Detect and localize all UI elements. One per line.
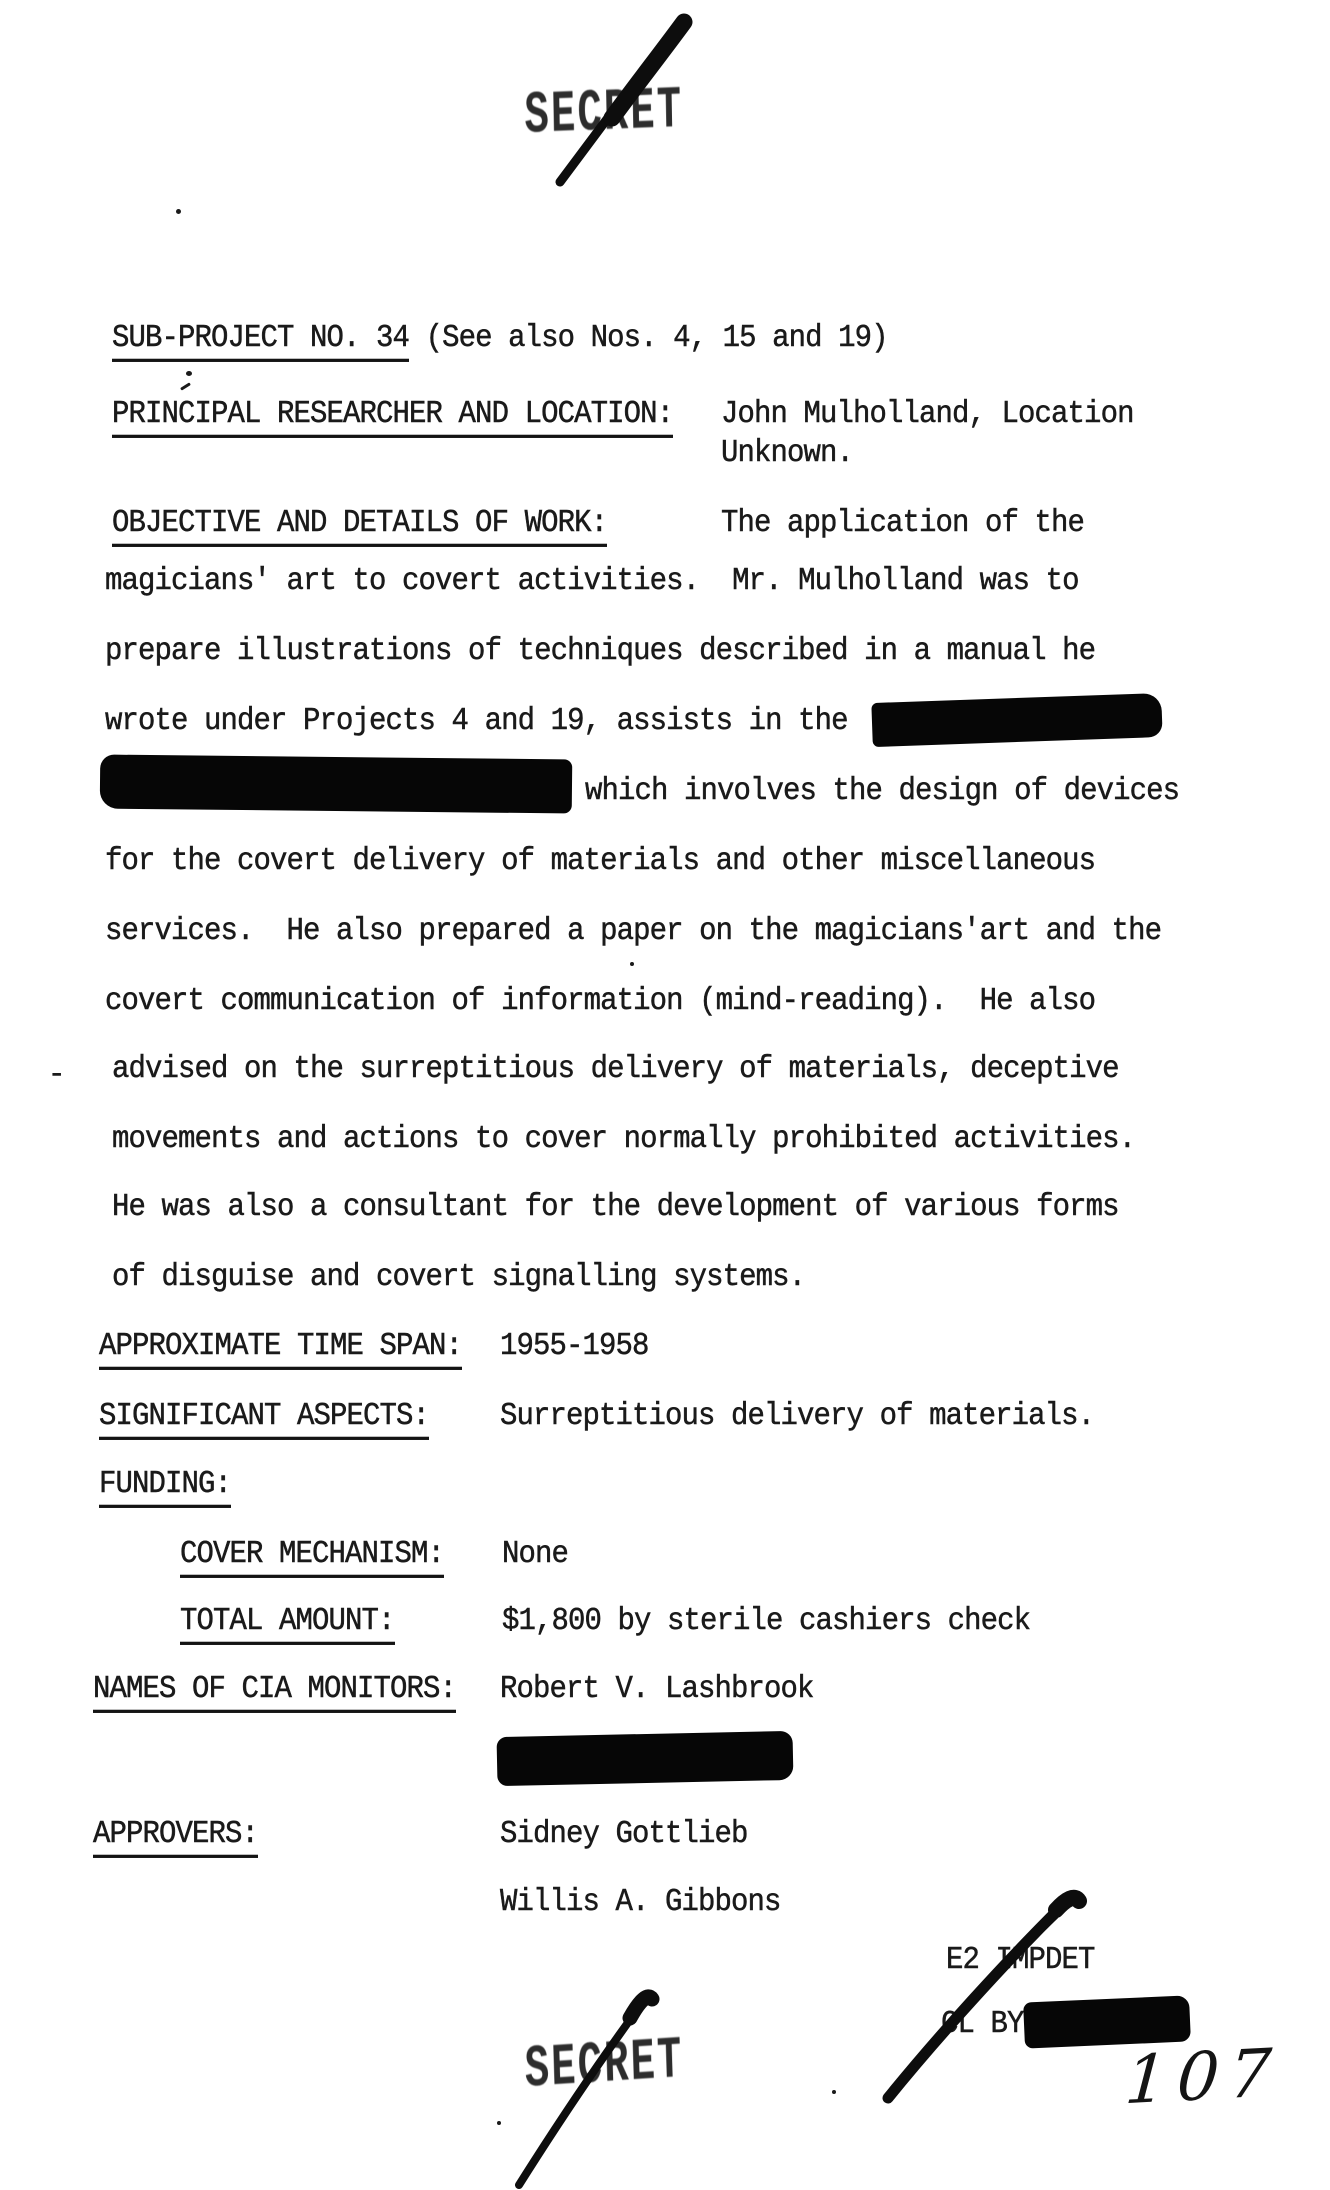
ink-speck	[630, 962, 634, 966]
body-line-11: of disguise and covert signalling systems.	[112, 1258, 806, 1295]
objective-value: The application of the	[721, 504, 1085, 541]
ink-speck	[176, 209, 181, 214]
cia-monitors-value: Robert V. Lashbrook	[500, 1670, 814, 1707]
body-line-1: magicians' art to covert activities. Mr. Mulholland was to	[105, 562, 1079, 599]
cia-monitors-label: NAMES OF CIA MONITORS:	[93, 1673, 456, 1704]
body-line-10: He was also a consultant for the development of various forms	[112, 1188, 1119, 1225]
principal-researcher-label: PRINCIPAL RESEARCHER AND LOCATION:	[112, 398, 673, 429]
total-amount-value: $1,800 by sterile cashiers check	[502, 1602, 1031, 1639]
significant-aspects-value: Surreptitious delivery of materials.	[500, 1397, 1095, 1434]
cover-mechanism-label: COVER MECHANISM:	[180, 1538, 444, 1569]
redaction-bar-2	[100, 755, 573, 814]
pen-stroke-bottom-stamp-hook	[630, 1997, 652, 2018]
time-span-value: 1955-1958	[500, 1327, 649, 1364]
time-span-label: APPROXIMATE TIME SPAN:	[99, 1330, 462, 1361]
funding-label: FUNDING:	[99, 1468, 231, 1499]
approver-name-2: Willis A. Gibbons	[500, 1883, 781, 1920]
redaction-bar-1	[871, 693, 1162, 747]
secret-stamp-bottom: SECRET	[523, 2027, 685, 2105]
body-line-5: for the covert delivery of materials and other miscellaneous	[105, 842, 1096, 879]
body-line-3: wrote under Projects 4 and 19, assists in the	[105, 702, 848, 739]
classified-by-label: CL BY	[941, 2005, 1024, 2042]
total-amount-label: TOTAL AMOUNT:	[180, 1605, 395, 1636]
secret-stamp-top: SECRET	[523, 77, 684, 151]
ink-speck	[180, 382, 191, 390]
body-line-9: movements and actions to cover normally prohibited activities.	[112, 1120, 1136, 1157]
objective-label: OBJECTIVE AND DETAILS OF WORK:	[112, 507, 607, 538]
body-line-8: advised on the surreptitious delivery of materials, deceptive	[112, 1050, 1119, 1087]
cover-mechanism-value: None	[502, 1535, 569, 1572]
body-line-6: services. He also prepared a paper on the magicians'art and the	[105, 912, 1162, 949]
significant-aspects-label: SIGNIFICANT ASPECTS:	[99, 1400, 429, 1431]
body-line-2: prepare illustrations of techniques described in a manual he	[105, 632, 1096, 669]
subproject-cross-reference: (See also Nos. 4, 15 and 19)	[409, 319, 888, 356]
subproject-title-line	[112, 319, 888, 356]
principal-researcher-value: John Mulholland, Location	[721, 395, 1134, 432]
ink-speck	[497, 2121, 501, 2125]
body-line-7: covert communication of information (mind-reading). He also	[105, 982, 1096, 1019]
approvers-label: APPROVERS:	[93, 1818, 258, 1849]
margin-mark: -	[48, 1058, 66, 1091]
pen-stroke-footer	[888, 1900, 1068, 2098]
redaction-bar-3	[497, 1731, 794, 1786]
subproject-number: SUB-PROJECT NO. 34	[112, 320, 409, 362]
pen-stroke-footer-hook	[1056, 1898, 1079, 1910]
ink-speck	[186, 371, 192, 376]
ink-speck	[832, 2090, 836, 2094]
body-line-4: which involves the design of devices	[585, 772, 1180, 809]
approver-name-1: Sidney Gottlieb	[500, 1815, 748, 1852]
classification-review-marking: E2 IMPDET	[946, 1941, 1095, 1978]
handwritten-page-number: 107	[1122, 2033, 1284, 2120]
principal-researcher-value-2: Unknown.	[721, 434, 854, 471]
